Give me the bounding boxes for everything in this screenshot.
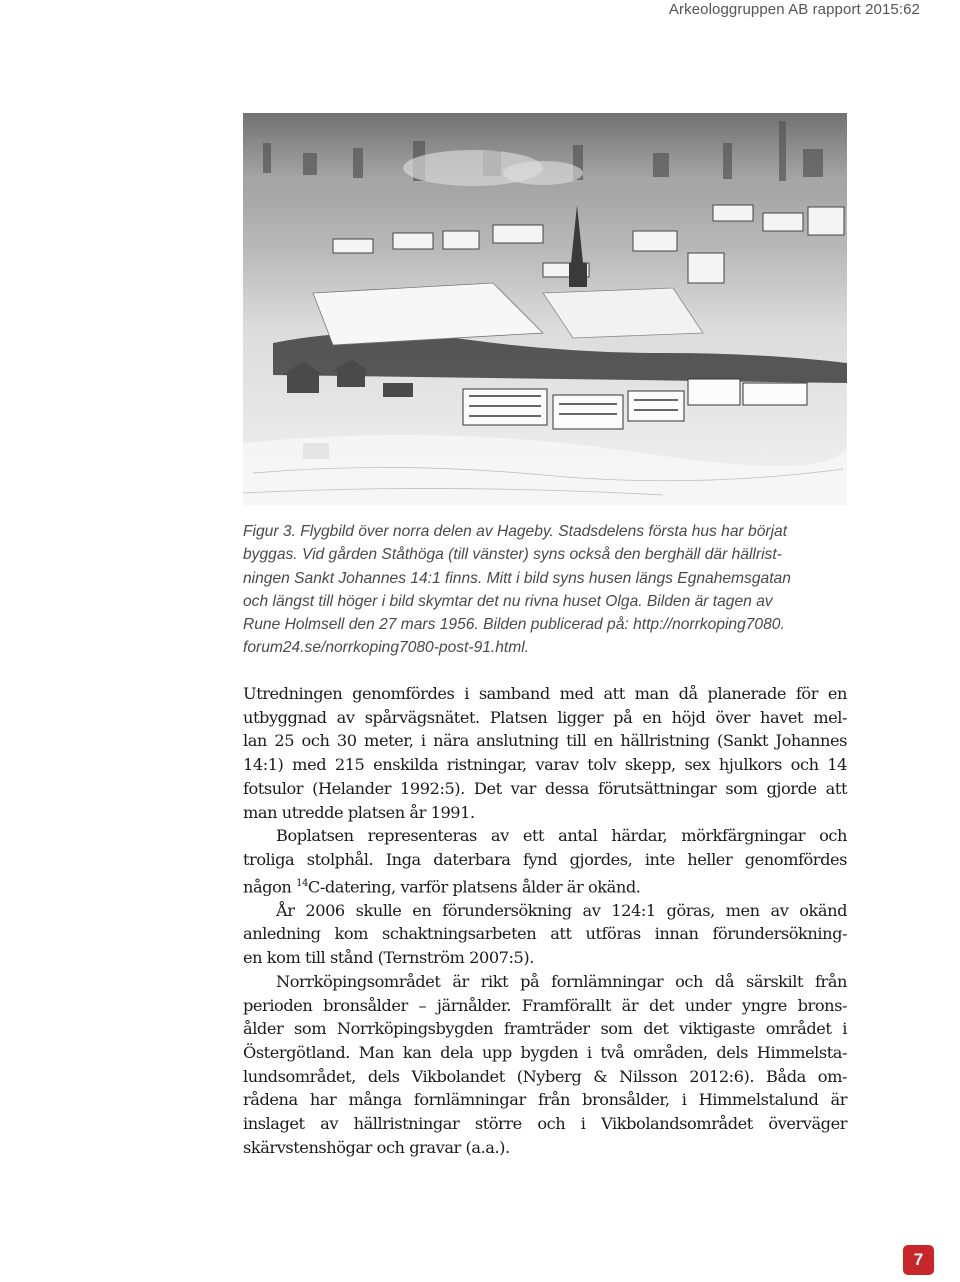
- text-line: inslaget av hällristningar större och i Vikbolandsområdet överväger: [243, 1114, 847, 1134]
- caption-line: och längst till höger i bild skymtar det nu rivna huset Olga. Bilden är tagen av: [243, 592, 773, 610]
- aerial-photograph: [243, 113, 847, 505]
- text-line: lundsområdet, dels Vikbolandet (Nyberg & Nilsson 2012:6). Båda om-: [243, 1066, 847, 1086]
- text-line: man utredde platsen år 1991.: [243, 802, 475, 822]
- text-line: fotsulor (Helander 1992:5). Det var dessa förutsättningar som gjorde att: [243, 778, 847, 798]
- text-line: rådena har många fornlämningar från bronsålder, i Himmelstalund är: [243, 1090, 847, 1110]
- text-line: ålder som Norrköpingsbygden framträder som det viktigaste området i: [243, 1019, 847, 1039]
- text-line: perioden bronsålder – järnålder. Framförallt är det under yngre brons-: [243, 995, 847, 1015]
- aerial-photo-illustration: [243, 113, 847, 505]
- text-line: troliga stolphål. Inga daterbara fynd gjordes, inte heller genomfördes: [243, 849, 847, 869]
- text-line: 14:1) med 215 enskilda ristningar, varav tolv skepp, sex hjulkors och 14: [243, 755, 847, 775]
- paragraph-4: [243, 970, 847, 1160]
- page-number-badge: 7: [903, 1245, 934, 1275]
- caption-line: forum24.se/norrkoping7080-post-91.html.: [243, 639, 530, 657]
- text-line: Östergötland. Man kan dela upp bygden i två områden, dels Himmelsta-: [243, 1042, 847, 1062]
- text-line: År 2006 skulle en förundersökning av 124:1 göras, men av okänd: [276, 900, 847, 920]
- body-text: [243, 682, 847, 1159]
- paragraph-1: [243, 682, 847, 824]
- text-line: anledning kom schaktningsarbeten att utföras innan förundersökning-: [243, 924, 847, 944]
- text-fragment: C-datering, varför platsens ålder är okänd.: [307, 877, 641, 897]
- superscript: 14: [296, 877, 308, 889]
- caption-line: ningen Sankt Johannes 14:1 finns. Mitt i bild syns husen längs Egnahemsgatan: [243, 569, 791, 587]
- caption-line: byggas. Vid gården Ståthöga (till vänster) syns också den berghäll där hällrist-: [243, 546, 782, 564]
- text-line: skärvstenshögar och gravar (a.a.).: [243, 1137, 510, 1157]
- text-line: Utredningen genomfördes i samband med att man då planerade för en: [243, 684, 847, 703]
- text-line: [243, 872, 847, 899]
- caption-line: Rune Holmsell den 27 mars 1956. Bilden publicerad på: http://norrkoping7080.: [243, 616, 785, 634]
- text-line: Norrköpingsområdet är rikt på fornlämningar och då särskilt från: [276, 971, 847, 991]
- text-fragment: någon: [243, 877, 297, 897]
- running-header: Arkeologgruppen AB rapport 2015:62: [668, 1, 920, 18]
- text-line: lan 25 och 30 meter, i nära anslutning till en hällristning (Sankt Johannes: [243, 731, 847, 751]
- paragraph-3: [243, 899, 847, 970]
- text-line: en kom till stånd (Ternström 2007:5).: [243, 948, 534, 968]
- paragraph-2: [243, 824, 847, 899]
- figure-caption: [243, 520, 855, 660]
- text-line: utbyggnad av spårvägsnätet. Platsen ligger på en höjd över havet mel-: [243, 707, 847, 727]
- caption-line: Figur 3. Flygbild över norra delen av Hageby. Stadsdelens första hus har börjat: [243, 523, 788, 540]
- text-line: Boplatsen representeras av ett antal härdar, mörkfärgningar och: [276, 826, 847, 846]
